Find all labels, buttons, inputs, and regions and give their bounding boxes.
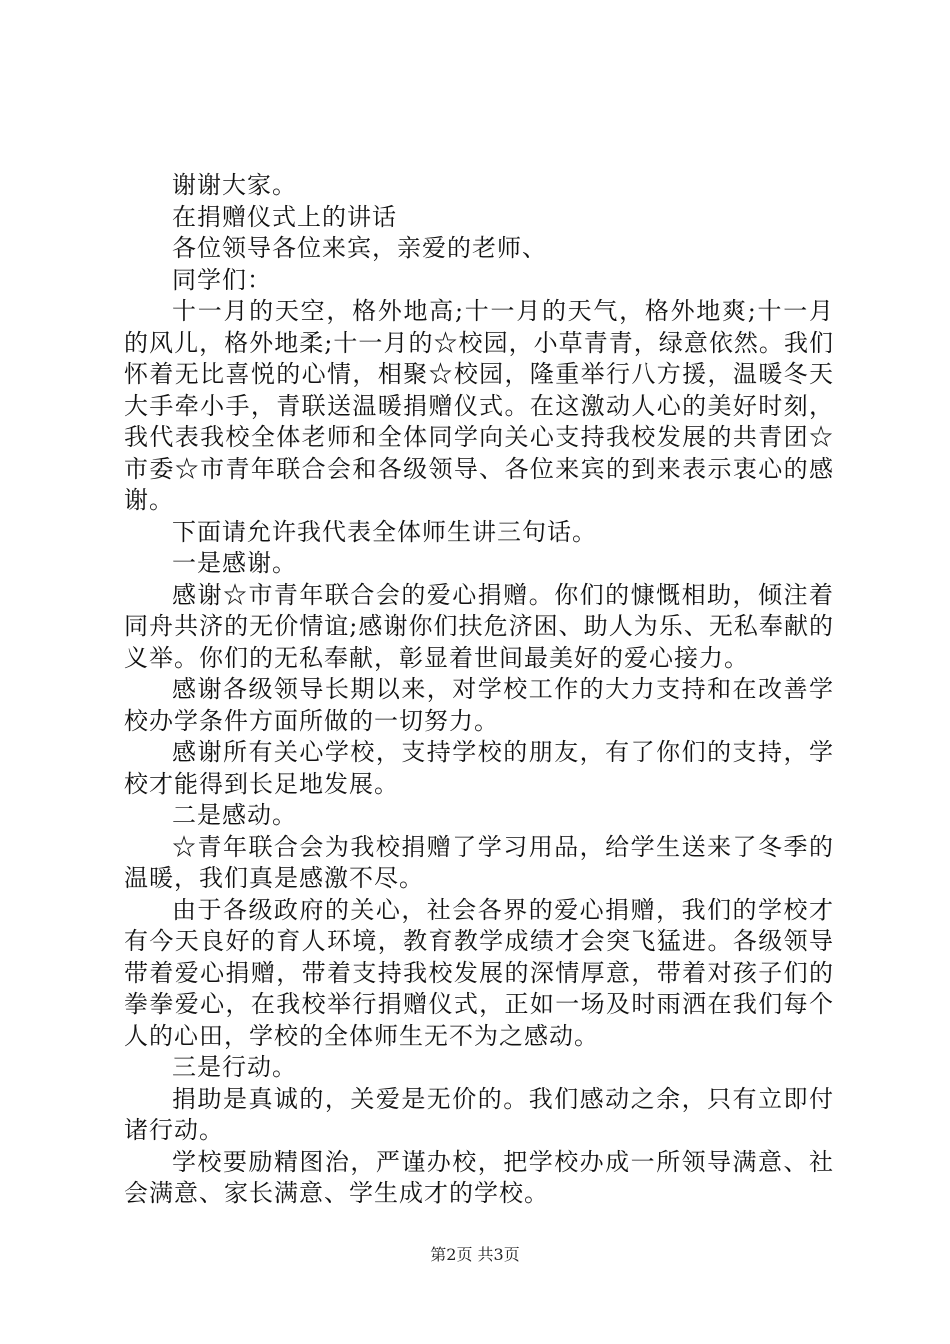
document-body bbox=[124, 170, 834, 1210]
page-number: 第2页 共3页 bbox=[430, 1245, 520, 1264]
speech-title: 在捐赠仪式上的讲话 bbox=[172, 202, 397, 231]
salutation: 各位领导各位来宾，亲爱的老师、 bbox=[172, 234, 547, 262]
paragraph: 学校要励精图治，严谨办校，把学校办成一所领导满意、社会满意、家长满意、学生成才的学校。 bbox=[124, 1147, 834, 1207]
paragraph: 感谢各级领导长期以来，对学校工作的大力支持和在改善学校办学条件方面所做的一切努力。 bbox=[124, 675, 834, 735]
paragraph: 捐助是真诚的，关爱是无价的。我们感动之余，只有立即付诸行动。 bbox=[124, 1084, 834, 1144]
paragraph: 感谢☆市青年联合会的爱心捐赠。你们的慷慨相助，倾注着同舟共济的无价情谊;感谢你们扶危济困、助人为乐、无私奉献的义举。你们的无私奉献，彰显着世间最美好的爱心接力。 bbox=[124, 580, 834, 672]
paragraph: 感谢所有关心学校，支持学校的朋友，有了你们的支持，学校才能得到长足地发展。 bbox=[124, 738, 834, 798]
paragraph: 谢谢大家。 bbox=[172, 171, 297, 199]
section-heading: 二是感动。 bbox=[172, 801, 297, 829]
section-heading: 三是行动。 bbox=[172, 1053, 297, 1081]
paragraph: ☆青年联合会为我校捐赠了学习用品，给学生送来了冬季的温暖，我们真是感激不尽。 bbox=[124, 832, 834, 892]
paragraph: 十一月的天空，格外地高;十一月的天气，格外地爽;十一月的风儿，格外地柔;十一月的☆校园，小草青青，绿意依然。我们怀着无比喜悦的心情，相聚☆校园，隆重举行八方援，温暖冬天大手牵小手，青联送温暖捐赠仪式。在这激动人心的美好时刻，我代表我校全体老师和全体同学向关心支持我校发展的共青团☆市委☆市青年联合会和各级领导、各位来宾的到来表示衷心的感谢。 bbox=[124, 297, 834, 514]
paragraph: 下面请允许我代表全体师生讲三句话。 bbox=[172, 517, 597, 546]
section-heading: 一是感谢。 bbox=[172, 549, 297, 577]
paragraph: 由于各级政府的关心，社会各界的爱心捐赠，我们的学校才有今天良好的育人环境，教育教学成绩才会突飞猛进。各级领导带着爱心捐赠，带着支持我校发展的深情厚意，带着对孩子们的拳拳爱心，在我校举行捐赠仪式，正如一场及时雨洒在我们每个人的心田，学校的全体师生无不为之感动。 bbox=[124, 895, 834, 1050]
salutation: 同学们： bbox=[172, 265, 272, 294]
